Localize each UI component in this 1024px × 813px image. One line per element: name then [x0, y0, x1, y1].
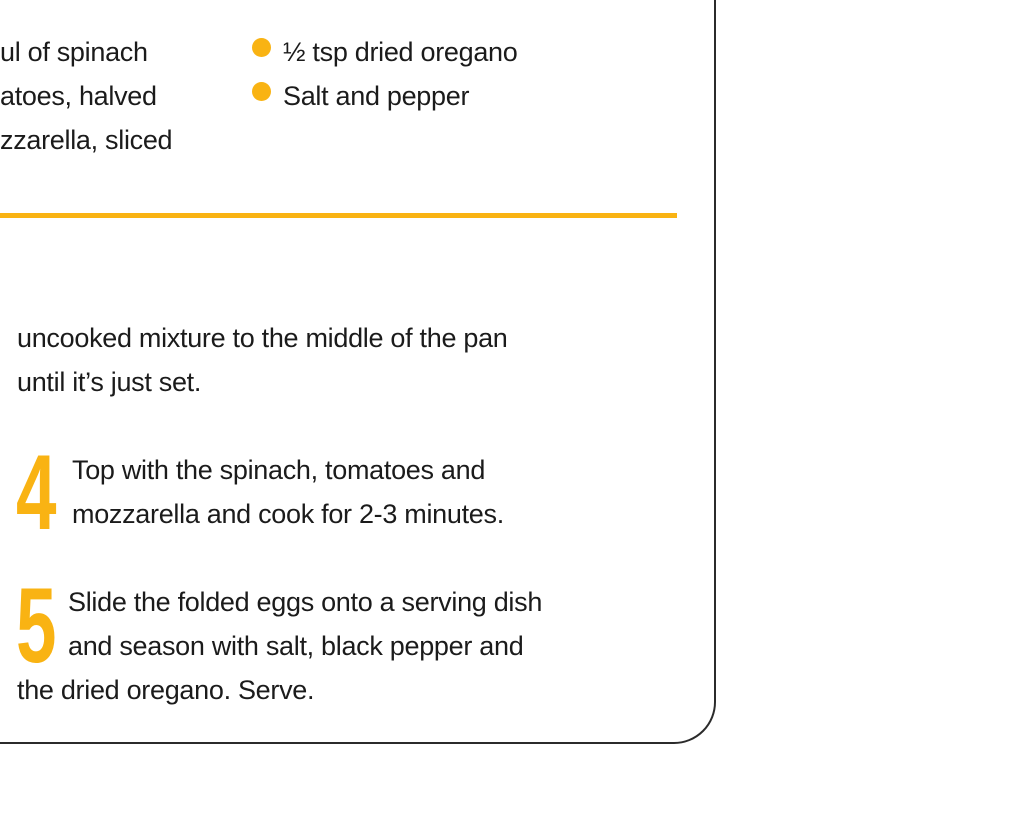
method-line: mozzarella and cook for 2-3 minutes. — [72, 499, 504, 529]
ingredient-item — [252, 74, 517, 118]
method-line: uncooked mixture to the middle of the pan — [17, 323, 508, 353]
step-number-5: 5 — [16, 565, 57, 685]
method-step-5-overflow-line: the dried oregano. Serve. — [17, 675, 315, 705]
section-divider — [0, 213, 677, 218]
bullet-dot-icon — [252, 38, 271, 57]
ingredient-item — [252, 30, 517, 74]
method-step-continued — [17, 316, 508, 404]
ingredient-item: zzarella, sliced — [0, 125, 173, 155]
step-number-4: 4 — [16, 432, 57, 552]
method-step-4 — [72, 448, 504, 536]
method-line: Slide the folded eggs onto a serving dish — [68, 587, 543, 617]
ingredient-column-left — [0, 30, 172, 162]
ingredient-label: ½ tsp dried oregano — [283, 37, 518, 67]
method-step-5 — [68, 580, 542, 668]
ingredient-label: Salt and pepper — [283, 81, 470, 111]
method-line: Top with the spinach, tomatoes and — [72, 455, 486, 485]
bullet-dot-icon — [252, 82, 271, 101]
ingredient-item: atoes, halved — [0, 81, 157, 111]
method-line: and season with salt, black pepper and — [68, 631, 524, 661]
ingredient-item: ul of spinach — [0, 37, 148, 67]
ingredient-column-right — [252, 30, 517, 118]
method-line: until it’s just set. — [17, 367, 202, 397]
